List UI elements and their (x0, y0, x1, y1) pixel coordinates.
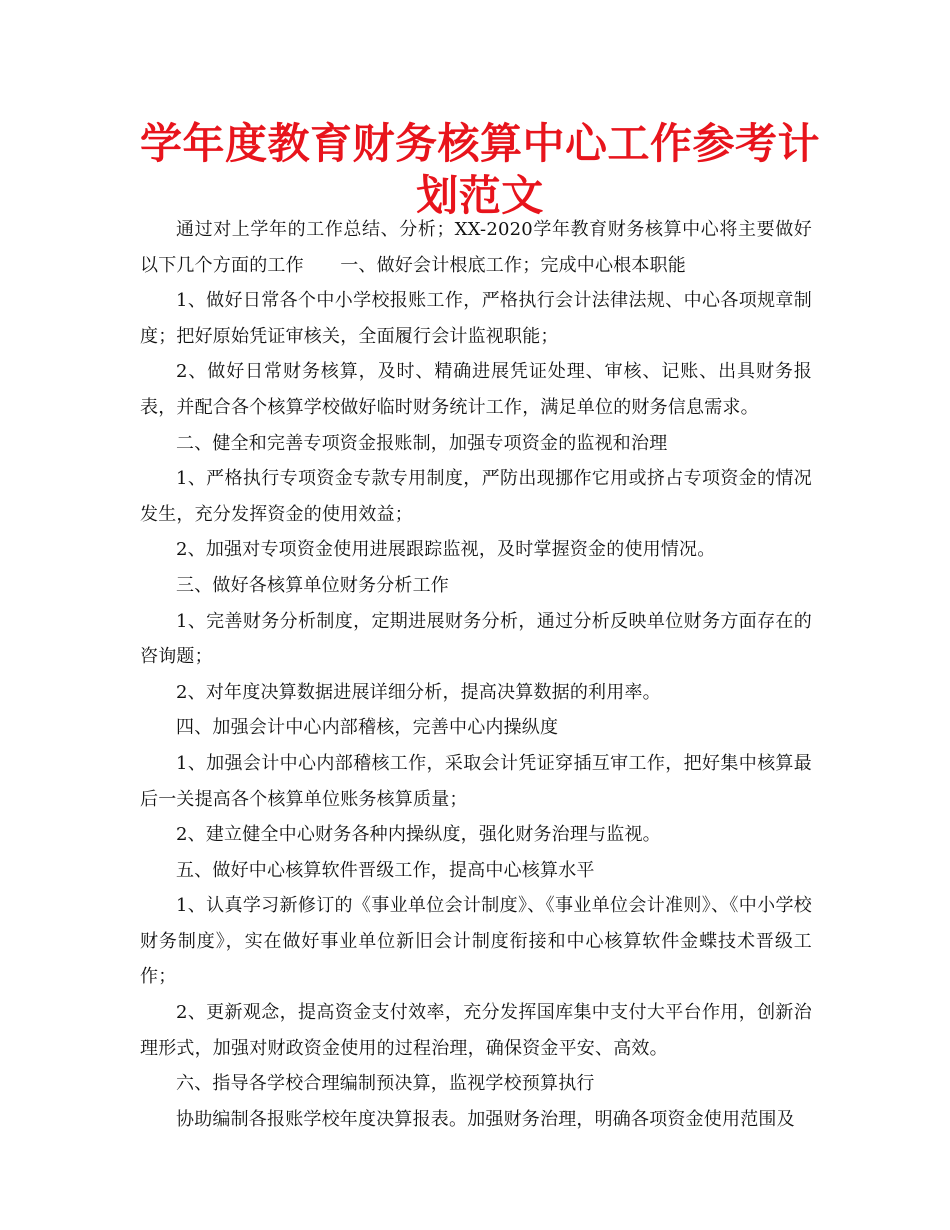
paragraph: 协助编制各报账学校年度决算报表。加强财务治理，明确各项资金使用范围及 (176, 1108, 795, 1130)
paragraph: 1、做好日常各个中小学校报账工作，严格执行会计法律法规、中心各项规章制度；把好原始凭证审核关，全面履行会计监视职能； (140, 290, 812, 347)
paragraph: 通过对上学年的工作总结、分析；XX-2020学年教育财务核算中心将主要做好以下几个方面的工作 一、做好会计根底工作；完成中心根本职能 (140, 219, 812, 276)
section-heading: 五、做好中心核算软件晋级工作，提高中心核算水平 (176, 859, 595, 881)
section-heading: 三、做好各核算单位财务分析工作 (176, 574, 449, 596)
paragraph: 2、更新观念，提高资金支付效率，充分发挥国库集中支付大平台作用，创新治理形式，加强对财政资金使用的过程治理，确保资金平安、高效。 (140, 1002, 812, 1059)
paragraph: 2、做好日常财务核算，及时、精确进展凭证处理、审核、记账、出具财务报表，并配合各个核算学校做好临时财务统计工作，满足单位的财务信息需求。 (140, 361, 812, 418)
paragraph: 1、加强会计中心内部稽核工作，采取会计凭证穿插互审工作，把好集中核算最后一关提高各个核算单位账务核算质量； (140, 752, 812, 810)
document-title: 学年度教育财务核算中心工作参考计划范文 (140, 119, 821, 220)
paragraph: 2、加强对专项资金使用进展跟踪监视，及时掌握资金的使用情况。 (176, 539, 716, 561)
section-heading: 六、指导各学校合理编制预决算，监视学校预算执行 (176, 1073, 595, 1095)
paragraph: 2、建立健全中心财务各种内操纵度，强化财务治理与监视。 (176, 824, 661, 846)
document-body (140, 212, 812, 1137)
section-heading: 四、加强会计中心内部稽核，完善中心内操纵度 (176, 717, 559, 739)
paragraph: 1、认真学习新修订的《事业单位会计制度》、《事业单位会计准则》、《中小学校财务制度》，实在做好事业单位新旧会计制度衔接和中心核算软件金蝶技术晋级工作； (140, 895, 812, 988)
section-heading: 二、健全和完善专项资金报账制，加强专项资金的监视和治理 (176, 432, 668, 454)
paragraph: 1、完善财务分析制度，定期进展财务分析，通过分析反映单位财务方面存在的咨询题； (140, 610, 812, 668)
paragraph: 1、严格执行专项资金专款专用制度，严防出现挪作它用或挤占专项资金的情况发生，充分发挥资金的使用效益； (140, 468, 812, 525)
paragraph: 2、对年度决算数据进展详细分析，提高决算数据的利用率。 (176, 681, 661, 703)
